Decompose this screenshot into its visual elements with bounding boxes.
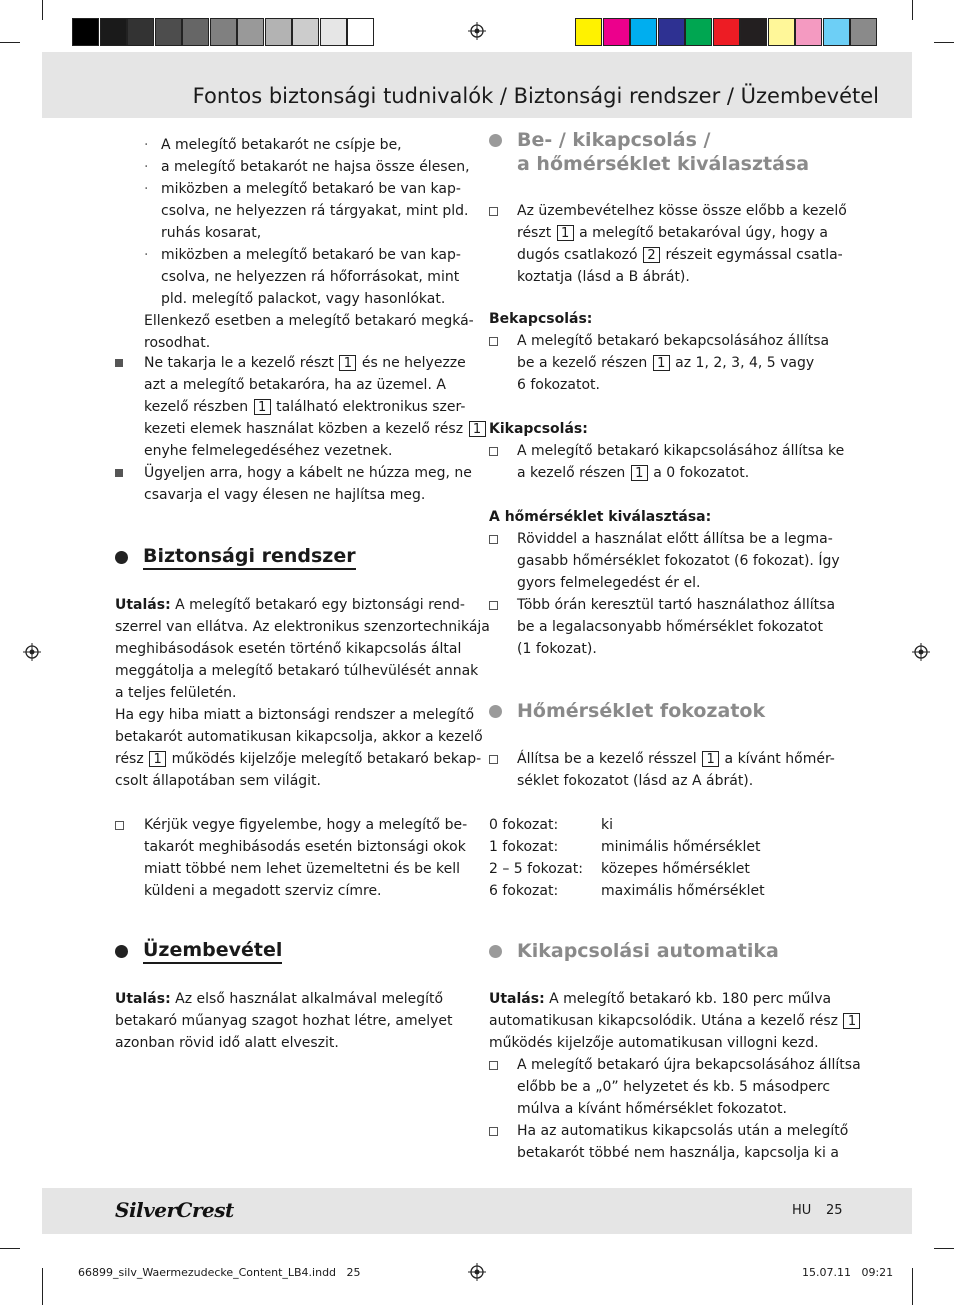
list-item: betakarót többé nem használja, kapcsolja ki a xyxy=(517,1145,839,1161)
color-swatch xyxy=(823,18,850,46)
crop-mark xyxy=(0,1248,20,1249)
body-text: dugós csatlakozó 2 részeit egymással csatla- xyxy=(517,247,843,263)
table-cell-level: 0 fokozat: xyxy=(489,817,559,833)
color-swatch xyxy=(768,18,795,46)
list-item: takarót meghibásodás esetén biztonsági okok xyxy=(144,839,466,855)
body-text: rész 1 működés kijelzője melegítő betakaró bekap- xyxy=(115,751,482,767)
body-text: rosodhat. xyxy=(144,335,211,351)
list-item: előbb be a „0” helyzetet és kb. 5 másodperc xyxy=(517,1079,831,1095)
bullet-square-icon xyxy=(115,359,123,367)
section-heading: Kikapcsolási automatika xyxy=(517,940,779,962)
heading-bullet-icon xyxy=(489,945,502,958)
subheading: Kikapcsolás: xyxy=(489,421,588,437)
color-swatch xyxy=(850,18,877,46)
date-info: 15.07.11 09:21 xyxy=(802,1266,894,1279)
body-text: enyhe felmelegedéséhez vezetnek. xyxy=(144,443,393,459)
list-item: Ha az automatikus kikapcsolás után a melegítő xyxy=(517,1123,849,1139)
list-item: küldeni a megadott szerviz címre. xyxy=(144,883,382,899)
checkbox-square-icon xyxy=(489,755,498,764)
table-cell-desc: ki xyxy=(601,817,613,833)
crop-mark xyxy=(912,0,913,20)
color-swatch xyxy=(685,18,712,46)
color-swatch xyxy=(210,18,237,46)
color-swatch xyxy=(603,18,630,46)
color-swatch xyxy=(347,18,374,46)
bullet-square-icon xyxy=(115,469,123,477)
list-item: pld. melegítő palackot, vagy hasonlókat. xyxy=(161,291,446,307)
body-text: azonban rövid idő alatt elveszit. xyxy=(115,1035,339,1051)
crop-mark xyxy=(934,1248,954,1249)
dash-marker: · xyxy=(144,181,149,197)
checkbox-square-icon xyxy=(115,821,124,830)
body-text: a teljes felületén. xyxy=(115,685,237,701)
list-item: be a legalacsonyabb hőmérséklet fokozatot xyxy=(517,619,823,635)
checkbox-square-icon xyxy=(489,601,498,610)
heading-bullet-icon xyxy=(489,705,502,718)
color-swatch xyxy=(740,18,767,46)
heading-bullet-icon xyxy=(115,551,128,564)
body-text: Utalás: A melegítő betakaró kb. 180 perc műlva xyxy=(489,991,832,1007)
table-cell-level: 6 fokozat: xyxy=(489,883,559,899)
checkbox-square-icon xyxy=(489,337,498,346)
body-text: Az üzembevételhez kösse össze előbb a kezelő xyxy=(517,203,847,219)
subheading: Bekapcsolás: xyxy=(489,311,593,327)
crop-mark xyxy=(0,42,20,43)
body-text: Ügyeljen arra, hogy a kábelt ne húzza meg, ne xyxy=(144,465,472,481)
body-text: be a kezelő részen 1 az 1, 2, 3, 4, 5 vagy xyxy=(517,355,815,371)
body-text: csavarja el vagy élesen ne hajlítsa meg. xyxy=(144,487,426,503)
list-item: miatt többé nem lehet üzemeltetni és be kell xyxy=(144,861,461,877)
section-heading: a hőmérséklet kiválasztása xyxy=(517,153,810,175)
color-swatch xyxy=(575,18,602,46)
crop-mark xyxy=(934,42,954,43)
color-swatch xyxy=(658,18,685,46)
ref-box: 2 xyxy=(643,247,660,263)
color-swatch xyxy=(72,18,99,46)
list-item: Több órán keresztül tartó használathoz állítsa xyxy=(517,597,836,613)
subheading: A hőmérséklet kiválasztása: xyxy=(489,509,712,525)
checkbox-square-icon xyxy=(489,207,498,216)
table-cell-desc: maximális hőmérséklet xyxy=(601,883,765,899)
registration-mark-icon xyxy=(468,1263,486,1281)
color-swatch xyxy=(237,18,264,46)
body-text: meggátolja a melegítő betakaró túlhevülését annak xyxy=(115,663,479,679)
body-text: azt a melegítő betakaróra, ha az üzemel. A xyxy=(144,377,446,393)
list-item: ruhás kosarat, xyxy=(161,225,262,241)
table-cell-desc: minimális hőmérséklet xyxy=(601,839,761,855)
ref-box: 1 xyxy=(631,465,648,481)
body-text: 6 fokozatot. xyxy=(517,377,600,393)
checkbox-square-icon xyxy=(489,447,498,456)
body-text: kezeti elemek használat közben a kezelő rész 1 xyxy=(144,418,487,440)
color-swatch xyxy=(182,18,209,46)
body-text: csolt állapotában sem világit. xyxy=(115,773,321,789)
ref-box: 1 xyxy=(557,225,574,241)
checkbox-square-icon xyxy=(489,1127,498,1136)
body-text: A melegítő betakaró kikapcsolásához állítsa ke xyxy=(517,443,845,459)
crop-mark xyxy=(42,0,43,20)
body-text: Utalás: A melegítő betakaró egy biztonsági rend- xyxy=(115,597,465,613)
heading-bullet-icon xyxy=(115,945,128,958)
list-item: gasabb hőmérséklet fokozatot (6 fokozat). Így xyxy=(517,553,840,569)
list-item: múlva a kívánt hőmérséklet fokozatot. xyxy=(517,1101,787,1117)
list-item: A melegítő betakaró újra bekapcsolásához állítsa xyxy=(517,1057,861,1073)
body-text: Állítsa be a kezelő résszel 1 a kívánt hőmér- xyxy=(517,751,835,767)
body-text: automatikusan kikapcsolódik. Utána a kezelő rész 1 xyxy=(489,1010,861,1032)
body-text: betakaró műanyag szagot hozhat létre, amelyet xyxy=(115,1013,453,1029)
color-swatch xyxy=(127,18,154,46)
file-info: 66899_silv_Waermezudecke_Content_LB4.indd 25 xyxy=(78,1266,361,1279)
dash-marker: · xyxy=(144,247,149,263)
page-title: Fontos biztonsági tudnivalók / Biztonsági rendszer / Üzembevétel xyxy=(192,84,879,108)
section-heading: Be- / kikapcsolás / xyxy=(517,129,711,151)
section-heading: Üzembevétel xyxy=(143,939,282,961)
crop-mark xyxy=(912,1268,913,1305)
list-item: Kérjük vegye figyelembe, hogy a melegítő be- xyxy=(144,817,468,833)
list-item: a melegítő betakarót ne hajsa össze élesen, xyxy=(161,159,470,175)
ref-box: 1 xyxy=(702,751,719,767)
section-heading: Hőmérséklet fokozatok xyxy=(517,700,766,722)
ref-box: 1 xyxy=(653,355,670,371)
list-item: csolva, ne helyezzen rá hőforrásokat, mint xyxy=(161,269,460,285)
body-text: meghibásodások esetén történő kikapcsolás által xyxy=(115,641,462,657)
color-swatch xyxy=(713,18,740,46)
body-text: működés kijelzője automatikusan villogni kezd. xyxy=(489,1035,819,1051)
color-swatch xyxy=(155,18,182,46)
ref-box: 1 xyxy=(149,751,166,767)
ref-box: 1 xyxy=(843,1013,860,1029)
page-number: 25 xyxy=(826,1203,843,1218)
crop-mark xyxy=(42,1268,43,1305)
list-item: miközben a melegítő betakaró be van kap- xyxy=(161,181,461,197)
ref-box: 1 xyxy=(339,355,356,371)
dash-marker: · xyxy=(144,159,149,175)
list-item: (1 fokozat). xyxy=(517,641,597,657)
body-text: Ellenkező esetben a melegítő betakaró megká- xyxy=(144,313,474,329)
list-item: csolva, ne helyezzen rá tárgyakat, mint pld. xyxy=(161,203,469,219)
body-text: Utalás: Az első használat alkalmával melegítő xyxy=(115,991,444,1007)
ref-box: 1 xyxy=(254,399,271,415)
color-swatch xyxy=(320,18,347,46)
body-text: A melegítő betakaró bekapcsolásához állítsa xyxy=(517,333,830,349)
registration-mark-icon xyxy=(912,643,930,661)
table-cell-level: 1 fokozat: xyxy=(489,839,559,855)
body-text: Ne takarja le a kezelő részt 1 és ne helyezze xyxy=(144,355,466,371)
checkbox-square-icon xyxy=(489,535,498,544)
list-item: Röviddel a használat előtt állítsa be a legma- xyxy=(517,531,833,547)
ref-box: 1 xyxy=(469,421,486,437)
registration-mark-icon xyxy=(23,643,41,661)
table-cell-desc: közepes hőmérséklet xyxy=(601,861,750,877)
table-cell-level: 2 – 5 fokozat: xyxy=(489,861,583,877)
color-swatch xyxy=(100,18,127,46)
heading-bullet-icon xyxy=(489,134,502,147)
checkbox-square-icon xyxy=(489,1061,498,1070)
section-heading: Biztonsági rendszer xyxy=(143,545,356,567)
color-swatch xyxy=(795,18,822,46)
language-code: HU xyxy=(792,1203,812,1218)
body-text: szerrel van ellátva. Az elektronikus szenzortechnikája xyxy=(115,619,490,635)
list-item: A melegítő betakarót ne csípje be, xyxy=(161,137,402,153)
body-text: betakarót automatikusan kikapcsolja, akkor a kezelő xyxy=(115,729,483,745)
color-swatch xyxy=(265,18,292,46)
registration-mark-icon xyxy=(468,22,486,40)
body-text: kezelő részben 1 található elektronikus szer- xyxy=(144,399,466,415)
color-swatch xyxy=(630,18,657,46)
body-text: részt 1 a melegítő betakaróval úgy, hogy a xyxy=(517,225,828,241)
list-item: miközben a melegítő betakaró be van kap- xyxy=(161,247,461,263)
body-text: Ha egy hiba miatt a biztonsági rendszer a melegítő xyxy=(115,707,475,723)
list-item: gyors felmelegedést ér el. xyxy=(517,575,701,591)
body-text: séklet fokozatot (lásd az A ábrát). xyxy=(517,773,754,789)
brand-logo: SilverCrest xyxy=(115,1198,234,1222)
body-text: a kezelő részen 1 a 0 fokozatot. xyxy=(517,465,750,481)
color-swatch xyxy=(292,18,319,46)
body-text: koztatja (lásd a B ábrát). xyxy=(517,269,690,285)
dash-marker: · xyxy=(144,137,149,153)
